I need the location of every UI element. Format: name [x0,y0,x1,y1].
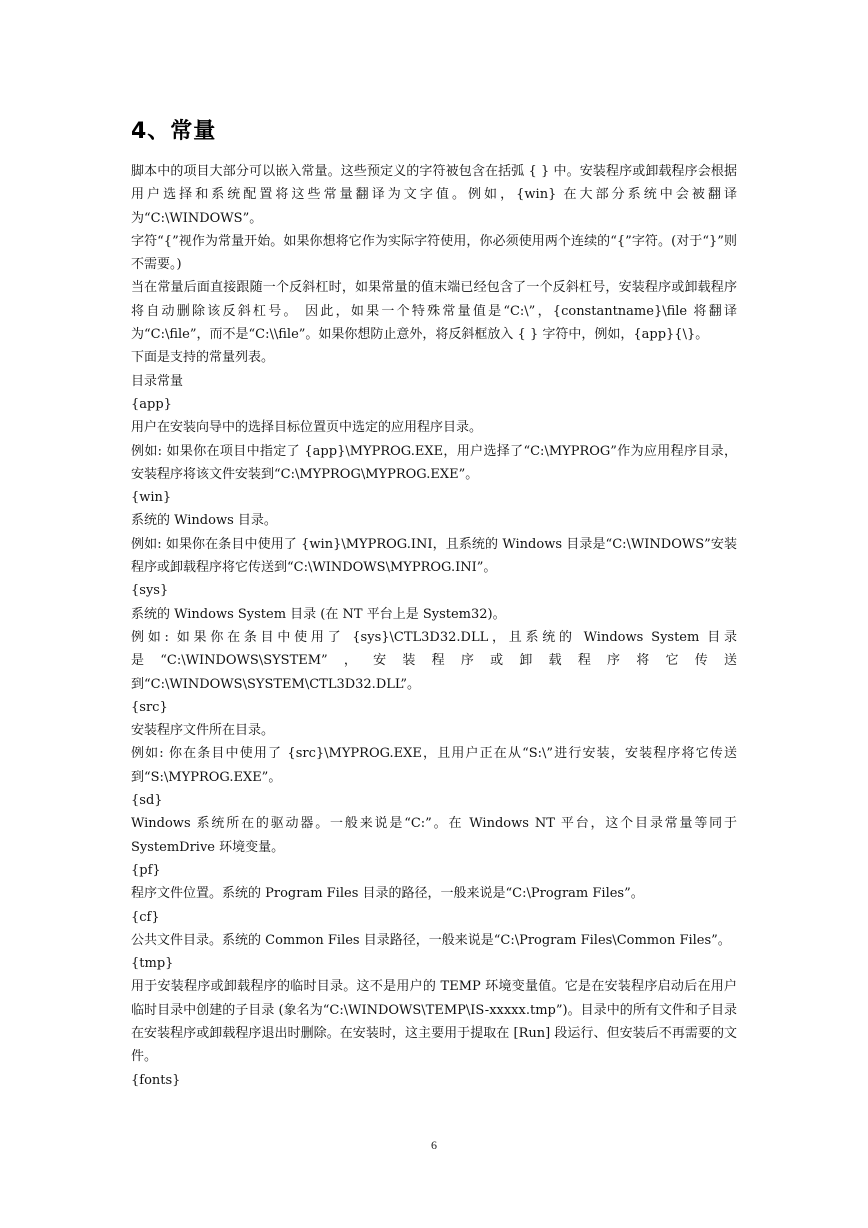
paragraph: 安装程序文件所在目录。 [131,723,275,739]
paragraph: 例如: 如果你在项目中指定了 {app}\MYPROG.EXE，用户选择了“C:\MYPROG”作为应用程序目录，安装程序将该文件安装到“C:\MYPROG\MYPROG.EXE”。 [131,443,737,482]
constant-name: {fonts} [131,1072,181,1088]
paragraph: 当在常量后面直接跟随一个反斜杠时，如果常量的值末端已经包含了一个反斜杠号，安装程序或卸载程序将自动删除该反斜杠号。 因此，如果一个特殊常量值是“C:\”，{constantname}\file 将翻译为“C:\file”，而不是“C:\\file”。如果你想防止意外，将反斜框放入 { } 字符中，例如，{app}{\}。 [131,280,737,343]
constant-name: {src} [131,699,168,715]
paragraph: Windows 系统所在的驱动器。一般来说是“C:”。在 Windows NT 平台，这个目录常量等同于 SystemDrive 环境变量。 [131,816,737,855]
paragraph: 例如: 如果你在条目中使用了 {win}\MYPROG.INI，且系统的 Windows 目录是“C:\WINDOWS”安装程序或卸载程序将它传送到“C:\WINDOWS\MYPROG.INI”。 [131,536,737,576]
body-text [131,160,737,1092]
paragraph: 程序文件位置。系统的 Program Files 目录的路径，一般来说是“C:\Program Files”。 [131,886,644,902]
paragraph: 脚本中的项目大部分可以嵌入常量。这些预定义的字符被包含在括弧 { } 中。安装程序或卸载程序会根据用户选择和系统配置将这些常量翻译为文字值。例如，{win} 在大部分系统中会被翻译为“C:\WINDOWS”。 [131,164,737,226]
constant-name: {cf} [131,909,160,925]
constant-name: {sd} [131,793,163,809]
paragraph: 系统的 Windows System 目录 (在 NT 平台上是 System32)。 [131,606,506,622]
paragraph: 目录常量 [131,373,184,389]
constant-name: {win} [131,490,172,506]
paragraph: 例如: 你在条目中使用了 {src}\MYPROG.EXE，且用户正在从“S:\”进行安装，安装程序将它传送到“S:\MYPROG.EXE”。 [131,746,737,785]
paragraph: 用于安装程序或卸载程序的临时目录。这不是用户的 TEMP 环境变量值。它是在安装程序启动后在用户临时目录中创建的子目录 (象名为“C:\WINDOWS\TEMP\IS-xxxxx.tmp”)。目录中的所有文件和子目录在安装程序或卸载程序退出时删除。在安装时，这主要用于提取在 [Run] 段运行、但安装后不再需要的文件。 [131,979,737,1065]
paragraph: 系统的 Windows 目录。 [131,513,277,529]
constant-name: {pf} [131,862,161,878]
paragraph: 公共文件目录。系统的 Common Files 目录路径，一般来说是“C:\Program Files\Common Files”。 [131,932,731,948]
paragraph: 用户在安装向导中的选择目标位置页中选定的应用程序目录。 [131,420,483,436]
constant-name: {app} [131,396,172,412]
section-heading: 4、常量 [131,119,217,144]
paragraph: 字符“{”视作为常量开始。如果你想将它作为实际字符使用，你必须使用两个连续的“{”字符。(对于“}”则不需要。) [131,233,737,273]
paragraph: 下面是支持的常量列表。 [131,350,275,366]
paragraph: 例如: 如果你在条目中使用了 {sys}\CTL3D32.DLL，且系统的 Windows System 目录是“C:\WINDOWS\SYSTEM”，安装程序或卸载程序将它传送到“C:\WINDOWS\SYSTEM\CTL3D32.DLL”。 [131,629,737,692]
constant-name: {sys} [131,583,169,599]
page-number: 6 [431,1138,437,1152]
constant-name: {tmp} [131,956,174,972]
